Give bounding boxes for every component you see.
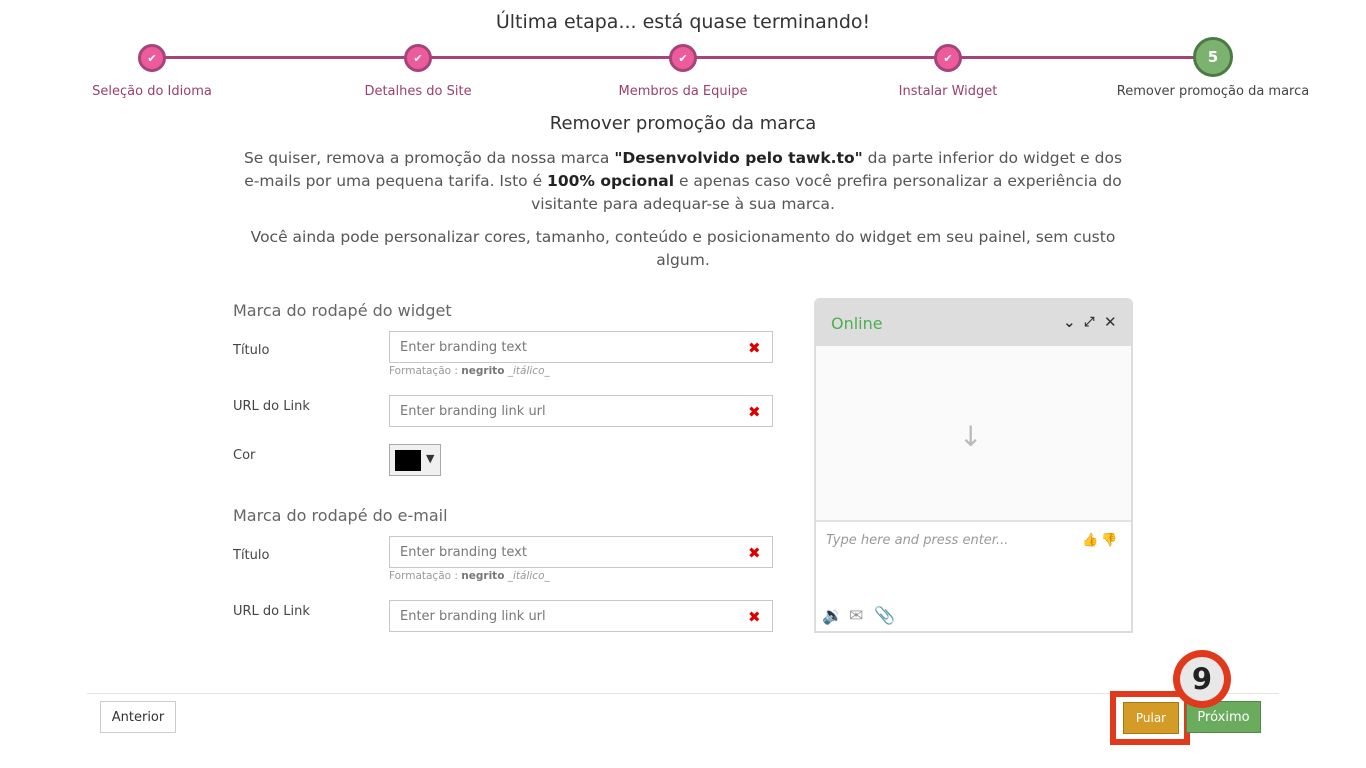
arrow-down-icon: ↓ (959, 420, 983, 453)
format-hint-italic: _itálico_ (507, 365, 550, 377)
color-swatch (395, 450, 421, 471)
annotation-number: 9 (1180, 657, 1224, 701)
intro-text: da parte inferior do widget e dos e-mails por uma pequena tarifa. Isto é (244, 149, 1123, 190)
clear-x-icon[interactable]: ✖ (748, 339, 761, 357)
page-header-title: Última etapa... está quase terminando! (495, 11, 871, 33)
widget-status: Online (831, 314, 883, 333)
widget-footer-heading: Marca do rodapé do widget (233, 301, 452, 320)
format-hint-prefix: Formatação : (389, 365, 462, 377)
email-url-label: URL do Link (233, 604, 310, 619)
next-button[interactable]: Próximo (1186, 701, 1261, 733)
email-branding-text-input[interactable] (389, 536, 773, 568)
widget-branding-text-input[interactable] (389, 331, 773, 363)
annotation-badge (1173, 650, 1231, 708)
chevron-down-icon[interactable]: ⌄ (1063, 313, 1076, 331)
thumbs-up-icon[interactable]: 👍 (1082, 533, 1099, 548)
close-icon[interactable]: ✕ (1104, 313, 1117, 331)
format-hint-italic: _itálico_ (507, 570, 550, 582)
clear-x-icon[interactable]: ✖ (748, 608, 761, 626)
chat-widget-preview (814, 298, 1133, 633)
step-label: Seleção do Idioma (92, 84, 212, 99)
widget-url-label: URL do Link (233, 399, 310, 414)
speaker-icon[interactable]: 🔉 (822, 606, 844, 626)
format-hint-prefix: Formatação : (389, 570, 462, 582)
step-label: Remover promoção da marca (1116, 84, 1310, 99)
format-hint (389, 365, 550, 377)
widget-title-label: Título (233, 343, 270, 358)
paperclip-icon[interactable]: 📎 (874, 606, 896, 626)
format-hint-bold: negrito (461, 365, 505, 377)
footer-divider (87, 693, 1279, 694)
format-hint-bold: negrito (461, 570, 505, 582)
email-branding-url-input[interactable] (389, 600, 773, 632)
widget-message-input[interactable]: Type here and press enter... (826, 533, 1009, 548)
skip-button[interactable]: Pular (1123, 702, 1179, 734)
check-icon: ✔ (669, 44, 697, 72)
section-title: Remover promoção da marca (549, 113, 817, 134)
clear-x-icon[interactable]: ✖ (748, 403, 761, 421)
customize-paragraph: Você ainda pode personalizar cores, tamanho, conteúdo e posicionamento do widget em seu painel, sem custo algum. (250, 228, 1116, 269)
widget-branding-url-input[interactable] (389, 395, 773, 427)
intro-paragraph (240, 147, 1126, 216)
intro-optional-text: 100% opcional (547, 172, 675, 190)
thumbs-down-icon[interactable]: 👎 (1101, 533, 1118, 548)
email-title-label: Título (233, 548, 270, 563)
check-icon: ✔ (934, 44, 962, 72)
check-icon: ✔ (138, 44, 166, 72)
clear-x-icon[interactable]: ✖ (748, 544, 761, 562)
intro-text: e apenas caso você prefira personalizar a experiência do visitante para adequar-se à sua marca. (531, 172, 1122, 213)
intro-brand-text: "Desenvolvido pelo tawk.to" (614, 149, 863, 167)
previous-button[interactable]: Anterior (100, 701, 176, 733)
envelope-icon[interactable]: ✉ (849, 606, 864, 626)
step-number-badge: 5 (1193, 37, 1233, 77)
format-hint (389, 570, 550, 582)
step-label: Membros da Equipe (618, 84, 748, 99)
popout-icon[interactable]: ⤢ (1084, 315, 1095, 330)
step-label: Detalhes do Site (364, 84, 472, 99)
check-icon: ✔ (404, 44, 432, 72)
color-picker[interactable] (389, 444, 441, 476)
widget-message-area (816, 346, 1131, 522)
widget-header (816, 300, 1131, 346)
email-footer-heading: Marca do rodapé do e-mail (233, 506, 448, 525)
caret-down-icon: ▼ (426, 452, 435, 465)
step-label: Instalar Widget (898, 84, 998, 99)
color-label: Cor (233, 448, 256, 463)
intro-text: Se quiser, remova a promoção da nossa marca (243, 149, 615, 167)
